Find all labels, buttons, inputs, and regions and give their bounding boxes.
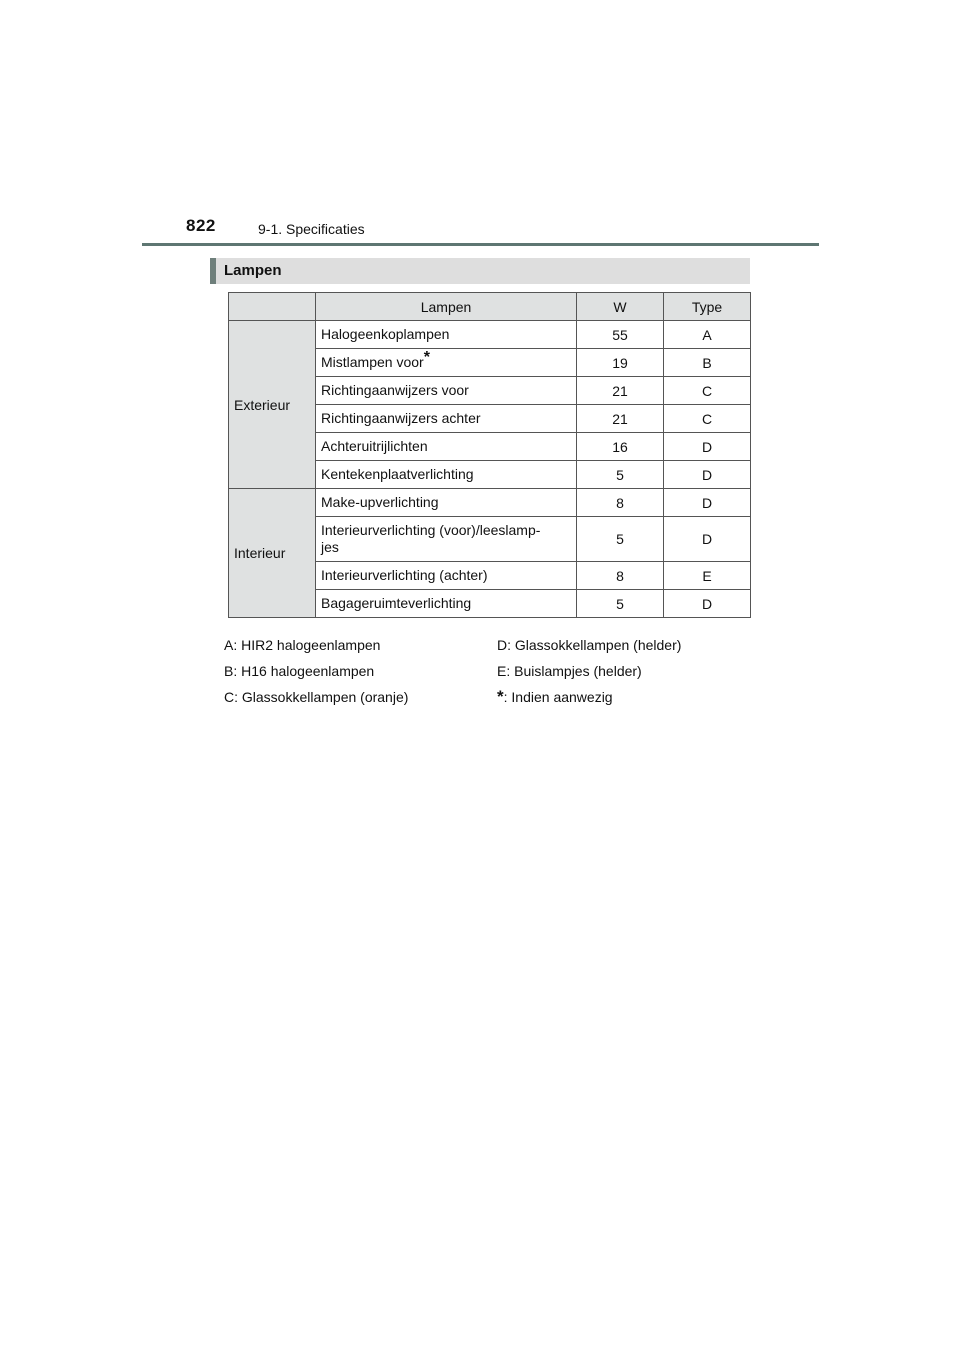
lamp-type: C [664,377,751,405]
group-label-interieur: Interieur [229,489,316,618]
lamp-spec-table [228,292,751,618]
lamp-watt: 8 [577,562,664,590]
lamp-watt: 5 [577,461,664,489]
section-title: Lampen [224,262,282,279]
table-header-row [229,293,751,321]
legend-left-column [224,632,408,710]
section-heading [210,258,750,284]
group-label-exterieur: Exterieur [229,321,316,489]
legend-a: A: HIR2 halogeenlampen [224,637,381,653]
page-number: 822 [186,216,216,235]
chapter-title: 9-1. Specificaties [258,221,365,237]
lamp-type: D [664,489,751,517]
lamp-watt: 55 [577,321,664,349]
lamp-watt: 5 [577,590,664,618]
lamp-name: Bagageruimteverlichting [316,590,577,618]
lamp-name: Achteruitrijlichten [316,433,577,461]
lamp-type: D [664,433,751,461]
footnote-star: * [497,687,504,706]
lamp-type: A [664,321,751,349]
legend-right-column [497,632,681,710]
lamp-watt: 21 [577,377,664,405]
column-header-w: W [577,293,664,321]
lamp-watt: 16 [577,433,664,461]
column-header-type: Type [664,293,751,321]
lamp-name: Interieurverlichting (achter) [316,562,577,590]
legend-c: C: Glassokkellampen (oranje) [224,689,409,705]
lamp-watt: 19 [577,349,664,377]
legend-star-text: : Indien aanwezig [503,689,613,705]
lamp-name: Kentekenplaatverlichting [316,461,577,489]
legend-d: D: Glassokkellampen (helder) [497,637,682,653]
lamp-watt: 5 [577,517,664,562]
lamp-type: D [664,590,751,618]
lamp-type: D [664,517,751,562]
lamp-type: D [664,461,751,489]
lamp-name-line1: Interieurverlichting (voor)/leeslamp- [321,522,541,538]
lamp-name-line2: jes [321,539,339,555]
lamp-type: B [664,349,751,377]
lamp-name: Richtingaanwijzers achter [316,405,577,433]
lamp-watt: 8 [577,489,664,517]
lamp-name: Richtingaanwijzers voor [316,377,577,405]
footnote-star: * [423,349,430,366]
column-header-group [229,293,316,321]
lamp-name: Make-upverlichting [316,489,577,517]
legend-e: E: Buislampjes (helder) [497,663,642,679]
column-header-lampen: Lampen [316,293,577,321]
lamp-name-cell [316,349,577,377]
lamp-name-cell [316,517,577,562]
lamp-name: Mistlampen voor [321,354,424,370]
table-row [229,321,751,349]
lamp-type: C [664,405,751,433]
header-divider [142,243,819,246]
lamp-watt: 21 [577,405,664,433]
lamp-name: Halogeenkoplampen [316,321,577,349]
legend-star-note [497,684,681,710]
lamp-type: E [664,562,751,590]
legend-b: B: H16 halogeenlampen [224,663,375,679]
table-row [229,489,751,517]
